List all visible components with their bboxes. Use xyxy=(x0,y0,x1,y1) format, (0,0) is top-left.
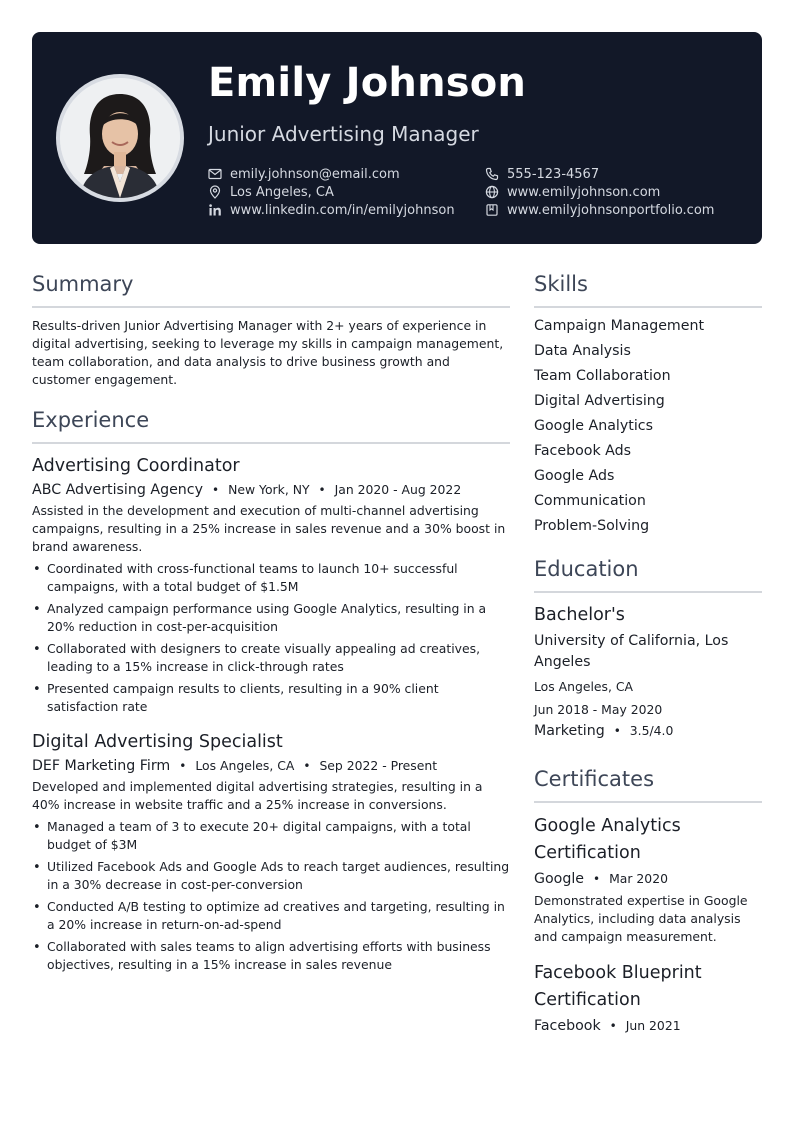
job-entry-title: Advertising Coordinator xyxy=(32,456,240,476)
summary-text: Results-driven Junior Advertising Manager with 2+ years of experience in digital advertising, seeking to leverage my skills in campaign management, team collaboration, and data analysis to drive business growth and customer engagement. xyxy=(32,318,504,387)
certificates-section xyxy=(534,763,762,1034)
separator-dot: • xyxy=(613,724,621,738)
job-dates: Jan 2020 - Aug 2022 xyxy=(334,482,462,497)
certificate-meta xyxy=(534,1018,762,1034)
location-icon xyxy=(208,185,222,199)
job-entry xyxy=(32,454,510,716)
candidate-name: Emily Johnson xyxy=(208,60,527,106)
certificate-meta xyxy=(534,871,762,887)
skill-item: Problem-Solving xyxy=(534,518,650,534)
bookmark-icon xyxy=(485,203,499,217)
skills-section xyxy=(534,268,762,539)
certificate-issuer: Google xyxy=(534,871,585,887)
list-item: • Presented campaign results to clients, resulting in a 90% client satisfaction rate xyxy=(32,680,510,716)
list-item: • Managed a team of 3 to execute 20+ digital campaigns, with a total budget of $3M xyxy=(32,818,510,854)
certificates-heading: Certificates xyxy=(534,767,655,791)
phone-text: 555-123-4567 xyxy=(507,166,600,182)
skill-item: Communication xyxy=(534,493,646,509)
summary-heading: Summary xyxy=(32,272,134,296)
phone-icon xyxy=(485,167,499,181)
education-heading: Education xyxy=(534,557,639,581)
job-description: Assisted in the development and execution of multi-channel advertising campaigns, resulting in a 25% increase in sales revenue and a 30% boost in brand awareness. xyxy=(32,503,506,554)
job-entry-title: Digital Advertising Specialist xyxy=(32,732,283,752)
education-section xyxy=(534,553,762,739)
section-divider xyxy=(32,442,510,444)
side-column xyxy=(534,268,762,1034)
website-text: www.emilyjohnson.com xyxy=(507,184,661,200)
separator-dot: • xyxy=(179,759,187,773)
skill-item: Data Analysis xyxy=(534,343,631,359)
separator-dot: • xyxy=(318,483,326,497)
profile-photo xyxy=(56,74,184,202)
job-bullets xyxy=(32,560,510,716)
section-divider xyxy=(534,306,762,308)
certificate-name: Google Analytics Certification xyxy=(534,816,681,863)
certificate-description: Demonstrated expertise in Google Analytics, including data analysis and campaign measurement. xyxy=(534,893,748,944)
portfolio-text: www.emilyjohnsonportfolio.com xyxy=(507,202,715,218)
linkedin-icon xyxy=(208,203,222,217)
linkedin-text: www.linkedin.com/in/emilyjohnson xyxy=(230,202,455,218)
separator-dot: • xyxy=(303,759,311,773)
section-divider xyxy=(534,591,762,593)
list-item: • Analyzed campaign performance using Google Analytics, resulting in a 20% reduction in cost-per-acquisition xyxy=(32,600,510,636)
globe-icon xyxy=(485,185,499,199)
contact-website[interactable] xyxy=(485,184,660,200)
contact-portfolio[interactable] xyxy=(485,202,714,218)
resume-header xyxy=(32,32,762,244)
list-item: • Coordinated with cross-functional teams to launch 10+ successful campaigns, with a total budget of $1.5M xyxy=(32,560,510,596)
list-item: • Collaborated with sales teams to align advertising efforts with business objectives, resulting in a 15% increase in sales revenue xyxy=(32,938,510,974)
skill-item: Facebook Ads xyxy=(534,443,632,459)
summary-section xyxy=(32,268,510,389)
job-entry-meta xyxy=(32,758,510,774)
main-column xyxy=(32,268,510,978)
job-description: Developed and implemented digital advertising strategies, resulting in a 40% increase in website traffic and a 25% increase in conversions. xyxy=(32,779,483,812)
job-company: DEF Marketing Firm xyxy=(32,758,171,774)
job-bullets xyxy=(32,818,510,974)
separator-dot: • xyxy=(212,483,220,497)
contact-email[interactable] xyxy=(208,166,400,182)
education-location: Los Angeles, CA xyxy=(534,679,634,694)
job-entry xyxy=(32,730,510,974)
education-field-row xyxy=(534,723,762,739)
list-item: • Collaborated with designers to create visually appealing ad creatives, leading to a 15% increase in click-through rates xyxy=(32,640,510,676)
certificate-date: Jun 2021 xyxy=(625,1018,681,1033)
skills-list xyxy=(534,314,762,539)
skill-item: Team Collaboration xyxy=(534,368,671,384)
job-title: Junior Advertising Manager xyxy=(208,122,479,146)
list-item: • Utilized Facebook Ads and Google Ads to reach target audiences, resulting in a 30% decrease in cost-per-conversion xyxy=(32,858,510,894)
location-text: Los Angeles, CA xyxy=(230,184,334,200)
certificate-entry xyxy=(534,813,762,946)
certificate-issuer: Facebook xyxy=(534,1018,601,1034)
contact-phone[interactable] xyxy=(485,166,599,182)
skill-item: Campaign Management xyxy=(534,318,705,334)
skill-item: Google Analytics xyxy=(534,418,653,434)
job-company: ABC Advertising Agency xyxy=(32,482,203,498)
experience-section xyxy=(32,404,510,974)
separator-dot: • xyxy=(609,1019,617,1033)
education-degree: Bachelor's xyxy=(534,605,625,625)
skill-item: Google Ads xyxy=(534,468,615,484)
education-gpa: 3.5/4.0 xyxy=(629,723,674,738)
contact-linkedin[interactable] xyxy=(208,202,455,218)
section-divider xyxy=(32,306,510,308)
certificate-entry xyxy=(534,960,762,1034)
education-dates: Jun 2018 - May 2020 xyxy=(534,702,663,717)
education-field: Marketing xyxy=(534,723,605,739)
certificate-date: Mar 2020 xyxy=(609,871,668,886)
email-text: emily.johnson@email.com xyxy=(230,166,400,182)
email-icon xyxy=(208,167,222,181)
list-item: • Conducted A/B testing to optimize ad creatives and targeting, resulting in a 20% increase in return-on-ad-spend xyxy=(32,898,510,934)
separator-dot: • xyxy=(593,872,601,886)
skill-item: Digital Advertising xyxy=(534,393,665,409)
job-location: Los Angeles, CA xyxy=(195,758,295,773)
job-entry-meta xyxy=(32,482,510,498)
skills-heading: Skills xyxy=(534,272,588,296)
certificate-name: Facebook Blueprint Certification xyxy=(534,963,702,1010)
job-dates: Sep 2022 - Present xyxy=(319,758,438,773)
job-location: New York, NY xyxy=(228,482,310,497)
section-divider xyxy=(534,801,762,803)
experience-heading: Experience xyxy=(32,408,150,432)
contact-location xyxy=(208,184,334,200)
education-university: University of California, Los Angeles xyxy=(534,633,729,670)
